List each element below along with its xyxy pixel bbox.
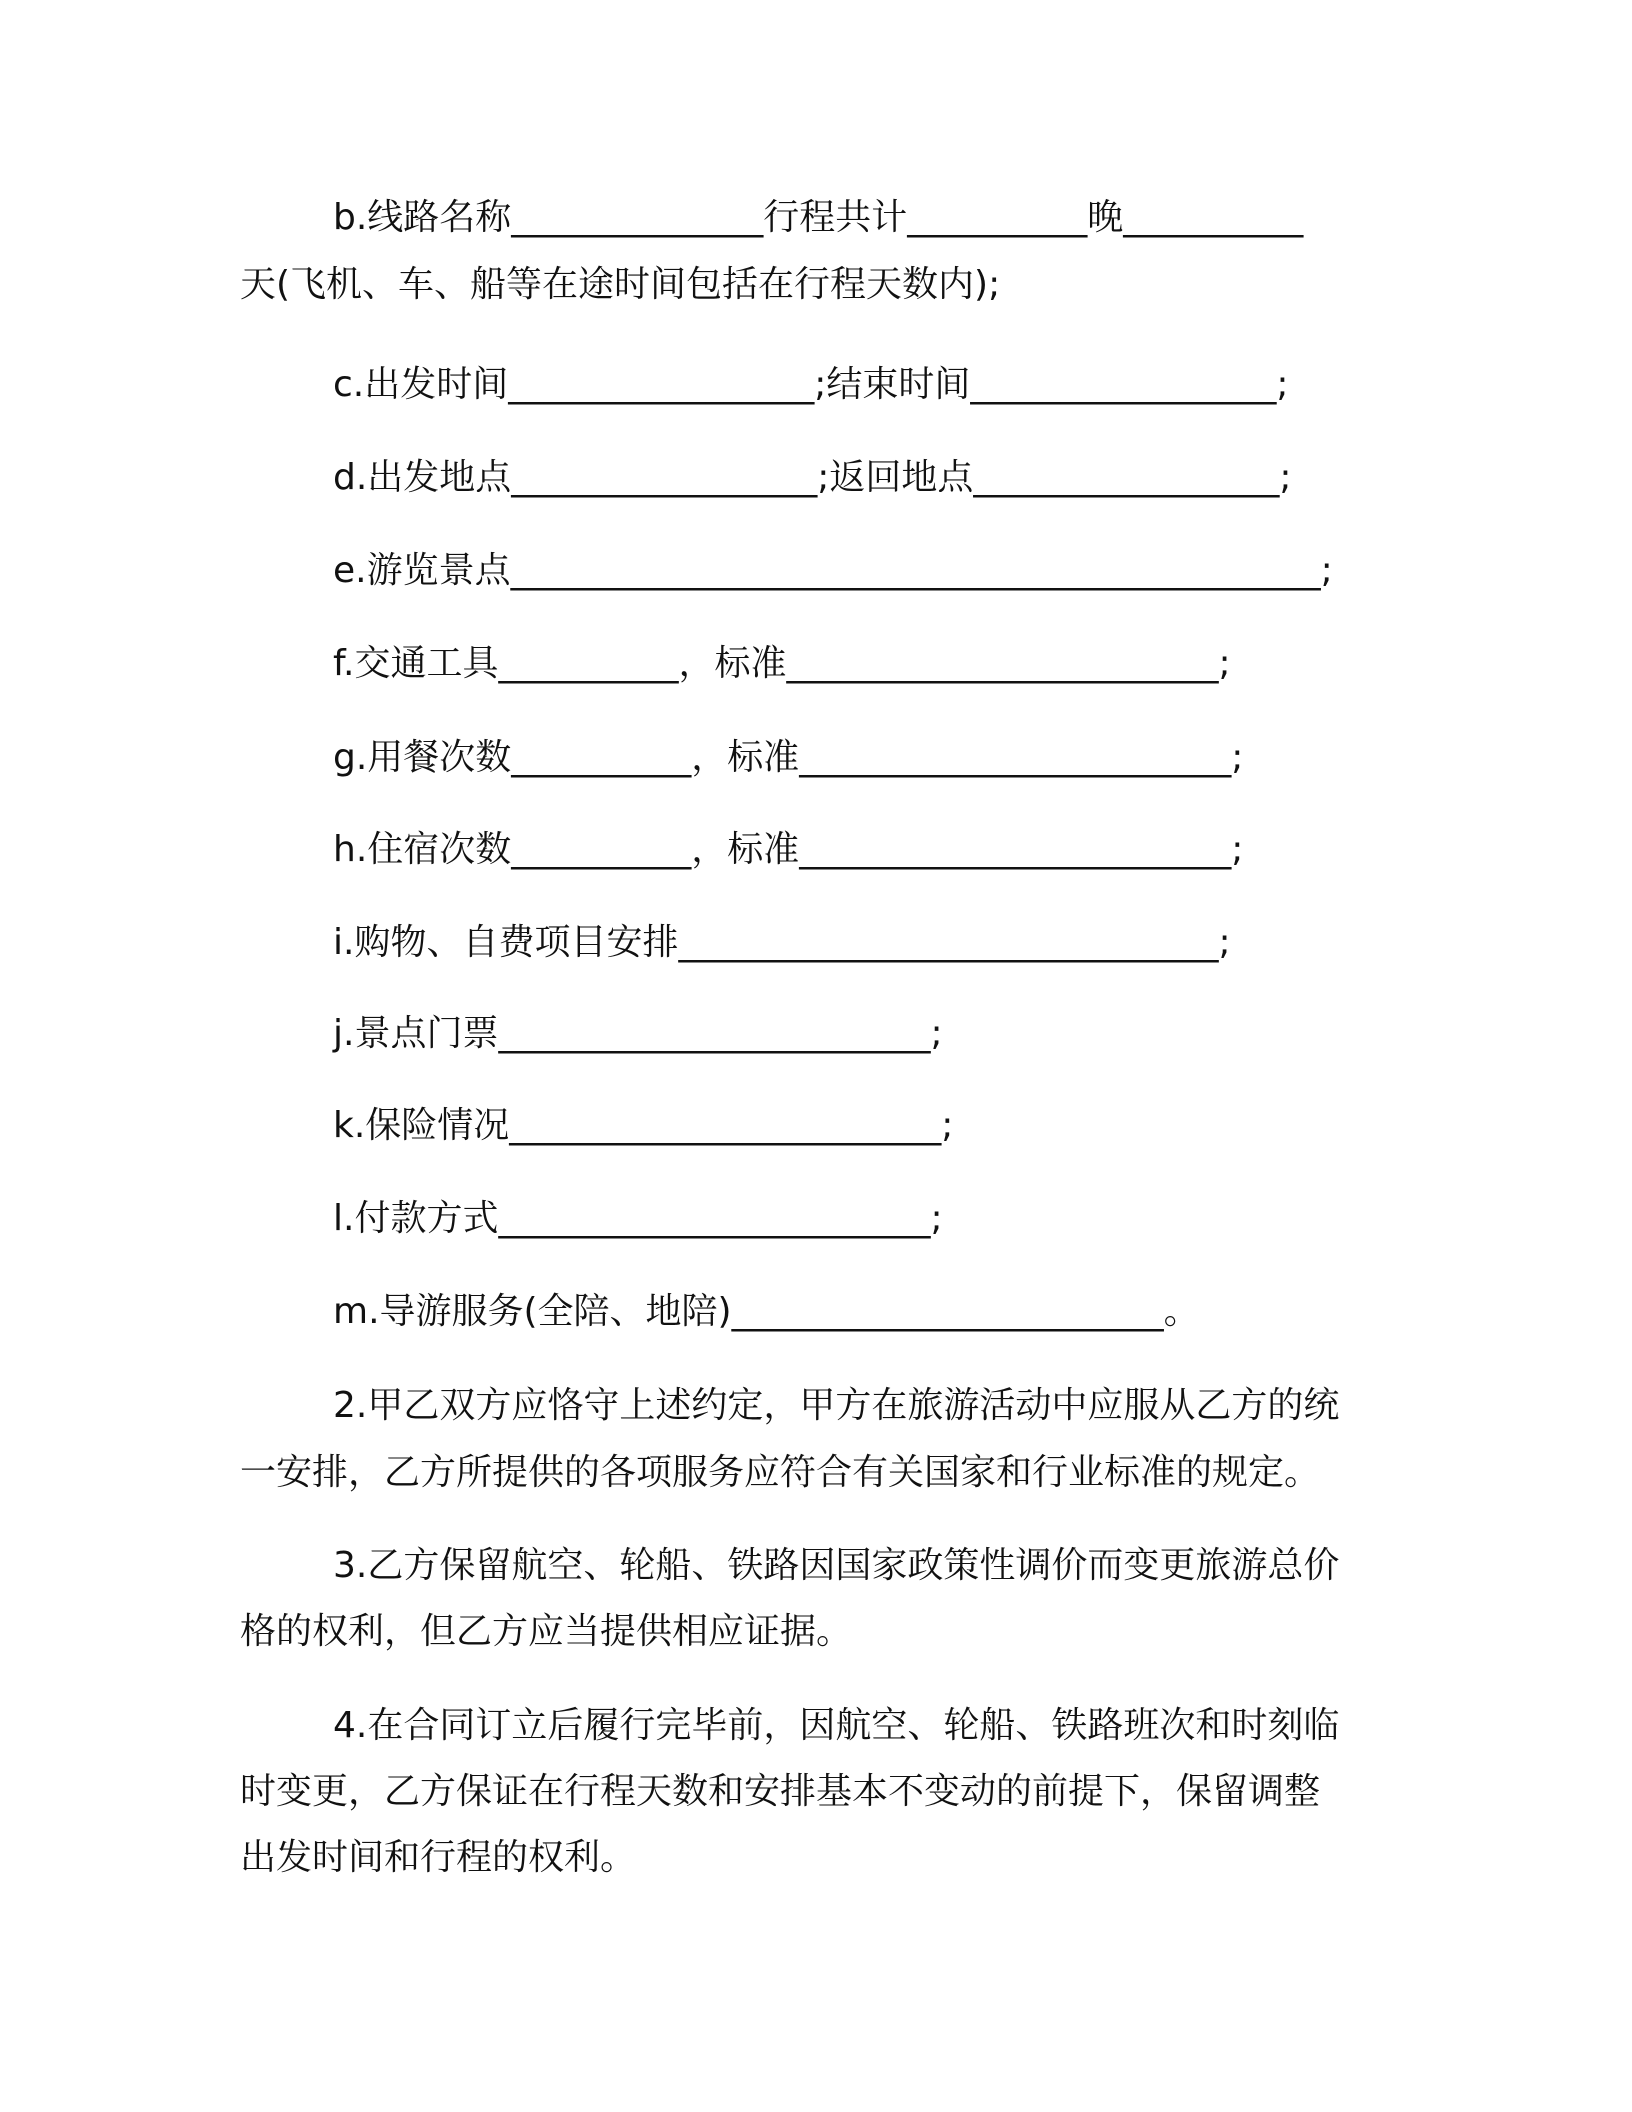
- clause-4-line-1: 4.在合同订立后履行完毕前，因航空、轮船、铁路班次和时刻临: [333, 1705, 1340, 1746]
- line-b-route: b.线路名称______________行程共计__________晚__________: [333, 197, 1304, 238]
- line-e-attractions: e.游览景点_____________________________________________;: [333, 550, 1333, 591]
- line-g-meals: g.用餐次数__________，标准________________________;: [333, 737, 1244, 778]
- line-k-insurance: k.保险情况________________________;: [333, 1105, 954, 1146]
- clause-4-line-3: 出发时间和行程的权利。: [240, 1837, 637, 1878]
- line-i-shopping: i.购物、自费项目安排______________________________;: [333, 922, 1231, 963]
- clause-2-line-1: 2.甲乙双方应恪守上述约定，甲方在旅游活动中应服从乙方的统: [333, 1385, 1340, 1426]
- line-h-lodging: h.住宿次数__________，标准________________________;: [333, 829, 1244, 870]
- line-m-guide: m.导游服务(全陪、地陪)________________________。: [333, 1291, 1200, 1332]
- clause-2-line-2: 一安排，乙方所提供的各项服务应符合有关国家和行业标准的规定。: [240, 1452, 1321, 1493]
- line-f-transport: f.交通工具__________，标准________________________;: [333, 643, 1231, 684]
- line-l-payment: l.付款方式________________________;: [333, 1198, 943, 1239]
- clause-3-line-2: 格的权利，但乙方应当提供相应证据。: [240, 1611, 853, 1652]
- line-c-departure-time: c.出发时间_________________;结束时间_________________;: [333, 364, 1289, 405]
- clause-3-line-1: 3.乙方保留航空、轮船、铁路因国家政策性调价而变更旅游总价: [333, 1545, 1340, 1586]
- line-b-days-note: 天(飞机、车、船等在途时间包括在行程天数内);: [240, 264, 1001, 305]
- line-d-departure-place: d.出发地点_________________;返回地点_________________;: [333, 457, 1292, 498]
- line-j-tickets: j.景点门票________________________;: [333, 1013, 943, 1054]
- clause-4-line-2: 时变更，乙方保证在行程天数和安排基本不变动的前提下，保留调整: [240, 1771, 1321, 1812]
